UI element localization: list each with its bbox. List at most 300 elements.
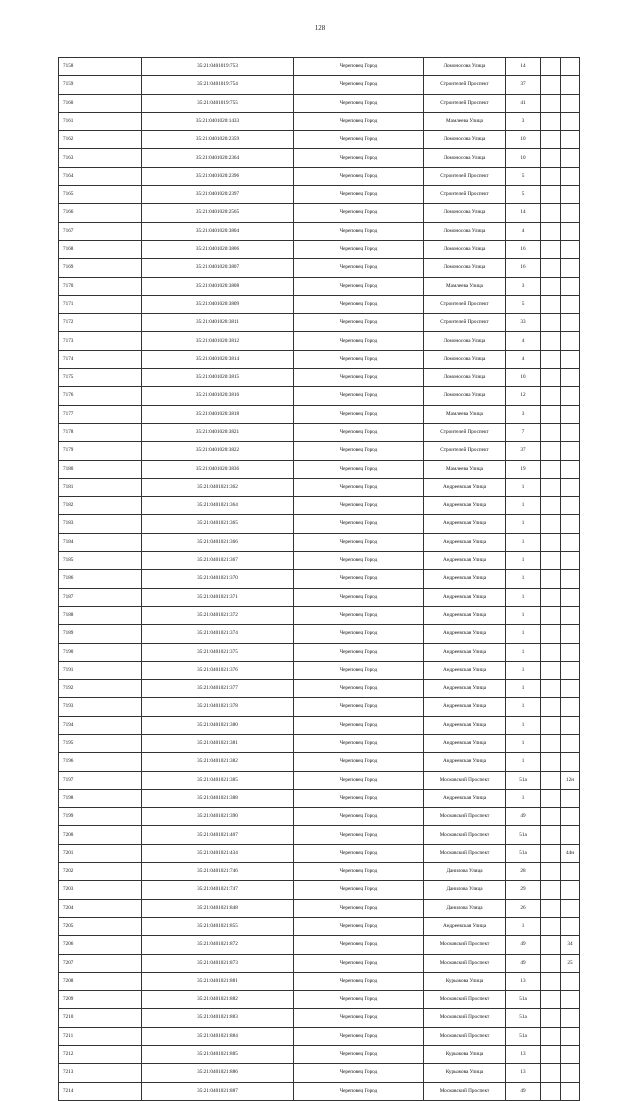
building-cell xyxy=(541,954,561,972)
table-row xyxy=(59,954,580,972)
city-cell: Череповец Город xyxy=(294,991,424,1009)
table-row xyxy=(59,716,580,734)
row-number-cell: 7184 xyxy=(59,533,142,551)
row-number-cell: 7189 xyxy=(59,625,142,643)
cadastral-number-cell: 35:21:0401021:385 xyxy=(142,771,294,789)
cadastral-number-cell: 35:21:0401021:378 xyxy=(142,698,294,716)
building-cell xyxy=(541,167,561,185)
house-cell: 3 xyxy=(506,112,541,130)
property-registry-table xyxy=(58,57,580,1101)
cadastral-number-cell: 35:21:0401021:365 xyxy=(142,515,294,533)
cadastral-number-cell: 35:21:0401021:407 xyxy=(142,826,294,844)
table-row xyxy=(59,460,580,478)
street-cell: Ломоносова Улица xyxy=(424,149,506,167)
premises-cell: 12н xyxy=(561,771,580,789)
table-row xyxy=(59,186,580,204)
city-cell: Череповец Город xyxy=(294,771,424,789)
premises-cell xyxy=(561,753,580,771)
row-number-cell: 7190 xyxy=(59,643,142,661)
street-cell: Андреевская Улица xyxy=(424,680,506,698)
building-cell xyxy=(541,643,561,661)
house-cell: 51а xyxy=(506,991,541,1009)
cadastral-number-cell: 35:21:0401021:882 xyxy=(142,991,294,1009)
row-number-cell: 7193 xyxy=(59,698,142,716)
cadastral-number-cell: 35:21:0401020:2397 xyxy=(142,186,294,204)
house-cell: 1 xyxy=(506,789,541,807)
building-cell xyxy=(541,734,561,752)
cadastral-number-cell: 35:21:0401021:376 xyxy=(142,661,294,679)
house-cell: 3 xyxy=(506,277,541,295)
street-cell: Ломоносова Улица xyxy=(424,58,506,76)
premises-cell xyxy=(561,863,580,881)
city-cell: Череповец Город xyxy=(294,753,424,771)
cadastral-number-cell: 35:21:0401020:2364 xyxy=(142,149,294,167)
premises-cell xyxy=(561,698,580,716)
table-row xyxy=(59,58,580,76)
premises-cell xyxy=(561,369,580,387)
table-row xyxy=(59,570,580,588)
house-cell: 14 xyxy=(506,204,541,222)
row-number-cell: 7194 xyxy=(59,716,142,734)
row-number-cell: 7186 xyxy=(59,570,142,588)
building-cell xyxy=(541,606,561,624)
table-row xyxy=(59,771,580,789)
cadastral-number-cell: 35:21:0401021:374 xyxy=(142,625,294,643)
house-cell: 10 xyxy=(506,369,541,387)
building-cell xyxy=(541,808,561,826)
street-cell: Андреевская Улица xyxy=(424,588,506,606)
cadastral-number-cell: 35:21:0401020:1433 xyxy=(142,112,294,130)
cadastral-number-cell: 35:21:0401021:855 xyxy=(142,917,294,935)
city-cell: Череповец Город xyxy=(294,826,424,844)
row-number-cell: 7171 xyxy=(59,295,142,313)
table-row xyxy=(59,625,580,643)
house-cell: 51а xyxy=(506,844,541,862)
city-cell: Череповец Город xyxy=(294,423,424,441)
house-cell: 51а xyxy=(506,1027,541,1045)
table-row xyxy=(59,423,580,441)
building-cell xyxy=(541,863,561,881)
house-cell: 1 xyxy=(506,570,541,588)
house-cell: 1 xyxy=(506,515,541,533)
city-cell: Череповец Город xyxy=(294,167,424,185)
street-cell: Мамлеева Улица xyxy=(424,405,506,423)
premises-cell xyxy=(561,149,580,167)
house-cell: 51а xyxy=(506,1009,541,1027)
building-cell xyxy=(541,350,561,368)
city-cell: Череповец Город xyxy=(294,881,424,899)
street-cell: Андреевская Улица xyxy=(424,606,506,624)
cadastral-number-cell: 35:21:0401020:3812 xyxy=(142,332,294,350)
city-cell: Череповец Город xyxy=(294,295,424,313)
street-cell: Андреевская Улица xyxy=(424,753,506,771)
row-number-cell: 7206 xyxy=(59,936,142,954)
house-cell: 37 xyxy=(506,442,541,460)
premises-cell xyxy=(561,259,580,277)
house-cell: 33 xyxy=(506,314,541,332)
street-cell: Московский Проспект xyxy=(424,954,506,972)
street-cell: Андреевская Улица xyxy=(424,515,506,533)
premises-cell xyxy=(561,899,580,917)
table-row xyxy=(59,277,580,295)
house-cell: 28 xyxy=(506,863,541,881)
street-cell: Строителей Проспект xyxy=(424,442,506,460)
house-cell: 49 xyxy=(506,1082,541,1100)
city-cell: Череповец Город xyxy=(294,680,424,698)
premises-cell xyxy=(561,789,580,807)
cadastral-number-cell: 35:21:0401020:3807 xyxy=(142,259,294,277)
row-number-cell: 7160 xyxy=(59,94,142,112)
table-row xyxy=(59,350,580,368)
building-cell xyxy=(541,460,561,478)
city-cell: Череповец Город xyxy=(294,789,424,807)
city-cell: Череповец Город xyxy=(294,954,424,972)
premises-cell xyxy=(561,295,580,313)
row-number-cell: 7212 xyxy=(59,1046,142,1064)
building-cell xyxy=(541,186,561,204)
premises-cell xyxy=(561,222,580,240)
cadastral-number-cell: 35:21:0401020:3821 xyxy=(142,423,294,441)
premises-cell xyxy=(561,734,580,752)
building-cell xyxy=(541,991,561,1009)
row-number-cell: 7164 xyxy=(59,167,142,185)
building-cell xyxy=(541,570,561,588)
house-cell: 4 xyxy=(506,332,541,350)
table-row xyxy=(59,1046,580,1064)
city-cell: Череповец Город xyxy=(294,222,424,240)
house-cell: 14 xyxy=(506,58,541,76)
table-row xyxy=(59,734,580,752)
row-number-cell: 7180 xyxy=(59,460,142,478)
table-row xyxy=(59,808,580,826)
table-body xyxy=(59,58,580,1101)
cadastral-number-cell: 35:21:0401021:382 xyxy=(142,753,294,771)
building-cell xyxy=(541,442,561,460)
city-cell: Череповец Город xyxy=(294,478,424,496)
city-cell: Череповец Город xyxy=(294,1009,424,1027)
table-row xyxy=(59,515,580,533)
premises-cell xyxy=(561,991,580,1009)
city-cell: Череповец Город xyxy=(294,936,424,954)
building-cell xyxy=(541,478,561,496)
table-row xyxy=(59,826,580,844)
street-cell: Ломоносова Улица xyxy=(424,387,506,405)
cadastral-number-cell: 35:21:0401020:3809 xyxy=(142,295,294,313)
house-cell: 1 xyxy=(506,497,541,515)
cadastral-number-cell: 35:21:0401021:884 xyxy=(142,1027,294,1045)
building-cell xyxy=(541,515,561,533)
row-number-cell: 7175 xyxy=(59,369,142,387)
row-number-cell: 7163 xyxy=(59,149,142,167)
house-cell: 4 xyxy=(506,350,541,368)
building-cell xyxy=(541,533,561,551)
building-cell xyxy=(541,552,561,570)
house-cell: 1 xyxy=(506,716,541,734)
table-row xyxy=(59,131,580,149)
city-cell: Череповец Город xyxy=(294,661,424,679)
table-row xyxy=(59,661,580,679)
street-cell: Ломоносова Улица xyxy=(424,204,506,222)
table-row xyxy=(59,76,580,94)
row-number-cell: 7201 xyxy=(59,844,142,862)
city-cell: Череповец Город xyxy=(294,1064,424,1082)
city-cell: Череповец Город xyxy=(294,606,424,624)
house-cell: 16 xyxy=(506,259,541,277)
cadastral-number-cell: 35:21:0401020:3836 xyxy=(142,460,294,478)
table-row xyxy=(59,387,580,405)
city-cell: Череповец Город xyxy=(294,112,424,130)
building-cell xyxy=(541,588,561,606)
premises-cell xyxy=(561,423,580,441)
house-cell: 1 xyxy=(506,625,541,643)
house-cell: 5 xyxy=(506,186,541,204)
row-number-cell: 7169 xyxy=(59,259,142,277)
street-cell: Ломоносова Улица xyxy=(424,240,506,258)
street-cell: Андреевская Улица xyxy=(424,716,506,734)
table-row xyxy=(59,405,580,423)
building-cell xyxy=(541,789,561,807)
city-cell: Череповец Город xyxy=(294,497,424,515)
premises-cell xyxy=(561,58,580,76)
city-cell: Череповец Город xyxy=(294,734,424,752)
street-cell: Андреевская Улица xyxy=(424,789,506,807)
premises-cell xyxy=(561,680,580,698)
row-number-cell: 7182 xyxy=(59,497,142,515)
street-cell: Данилова Улица xyxy=(424,881,506,899)
building-cell xyxy=(541,314,561,332)
house-cell: 13 xyxy=(506,1046,541,1064)
building-cell xyxy=(541,936,561,954)
building-cell xyxy=(541,112,561,130)
building-cell xyxy=(541,826,561,844)
house-cell: 49 xyxy=(506,808,541,826)
cadastral-number-cell: 35:21:0401021:366 xyxy=(142,533,294,551)
street-cell: Московский Проспект xyxy=(424,936,506,954)
premises-cell xyxy=(561,661,580,679)
street-cell: Ломоносова Улица xyxy=(424,369,506,387)
city-cell: Череповец Город xyxy=(294,643,424,661)
building-cell xyxy=(541,76,561,94)
city-cell: Череповец Город xyxy=(294,186,424,204)
city-cell: Череповец Город xyxy=(294,369,424,387)
cadastral-number-cell: 35:21:0401021:881 xyxy=(142,972,294,990)
building-cell xyxy=(541,222,561,240)
street-cell: Данилова Улица xyxy=(424,899,506,917)
street-cell: Андреевская Улица xyxy=(424,497,506,515)
cadastral-number-cell: 35:21:0401021:367 xyxy=(142,552,294,570)
street-cell: Курыжова Улица xyxy=(424,1046,506,1064)
city-cell: Череповец Город xyxy=(294,1082,424,1100)
premises-cell xyxy=(561,204,580,222)
cadastral-number-cell: 35:21:0401021:380 xyxy=(142,716,294,734)
row-number-cell: 7214 xyxy=(59,1082,142,1100)
city-cell: Череповец Город xyxy=(294,204,424,222)
street-cell: Строителей Проспект xyxy=(424,186,506,204)
premises-cell xyxy=(561,1064,580,1082)
city-cell: Череповец Город xyxy=(294,808,424,826)
street-cell: Данилова Улица xyxy=(424,863,506,881)
cadastral-number-cell: 35:21:0401021:381 xyxy=(142,734,294,752)
cadastral-number-cell: 35:21:0401021:388 xyxy=(142,789,294,807)
house-cell: 37 xyxy=(506,76,541,94)
row-number-cell: 7174 xyxy=(59,350,142,368)
row-number-cell: 7209 xyxy=(59,991,142,1009)
house-cell: 51а xyxy=(506,771,541,789)
building-cell xyxy=(541,771,561,789)
premises-cell xyxy=(561,552,580,570)
street-cell: Андреевская Улица xyxy=(424,734,506,752)
building-cell xyxy=(541,917,561,935)
house-cell: 41 xyxy=(506,94,541,112)
building-cell xyxy=(541,716,561,734)
cadastral-number-cell: 35:21:0401021:848 xyxy=(142,899,294,917)
table-row xyxy=(59,972,580,990)
building-cell xyxy=(541,1009,561,1027)
table-row xyxy=(59,588,580,606)
street-cell: Строителей Проспект xyxy=(424,314,506,332)
row-number-cell: 7159 xyxy=(59,76,142,94)
row-number-cell: 7172 xyxy=(59,314,142,332)
house-cell: 4 xyxy=(506,222,541,240)
building-cell xyxy=(541,259,561,277)
street-cell: Мамлеева Улица xyxy=(424,277,506,295)
building-cell xyxy=(541,972,561,990)
premises-cell: 25 xyxy=(561,954,580,972)
row-number-cell: 7183 xyxy=(59,515,142,533)
premises-cell xyxy=(561,826,580,844)
cadastral-number-cell: 35:21:0401021:390 xyxy=(142,808,294,826)
building-cell xyxy=(541,94,561,112)
street-cell: Андреевская Улица xyxy=(424,625,506,643)
table-row xyxy=(59,863,580,881)
house-cell: 16 xyxy=(506,240,541,258)
city-cell: Череповец Город xyxy=(294,76,424,94)
building-cell xyxy=(541,1064,561,1082)
table-row xyxy=(59,369,580,387)
building-cell xyxy=(541,844,561,862)
building-cell xyxy=(541,1046,561,1064)
premises-cell xyxy=(561,917,580,935)
table-row xyxy=(59,533,580,551)
street-cell: Ломоносова Улица xyxy=(424,222,506,240)
street-cell: Строителей Проспект xyxy=(424,76,506,94)
building-cell xyxy=(541,698,561,716)
building-cell xyxy=(541,881,561,899)
city-cell: Череповец Город xyxy=(294,570,424,588)
premises-cell xyxy=(561,570,580,588)
row-number-cell: 7158 xyxy=(59,58,142,76)
table-row xyxy=(59,698,580,716)
building-cell xyxy=(541,1027,561,1045)
city-cell: Череповец Город xyxy=(294,625,424,643)
street-cell: Курыжова Улица xyxy=(424,1064,506,1082)
cadastral-number-cell: 35:21:0401021:375 xyxy=(142,643,294,661)
premises-cell xyxy=(561,277,580,295)
city-cell: Череповец Город xyxy=(294,1027,424,1045)
house-cell: 1 xyxy=(506,661,541,679)
row-number-cell: 7200 xyxy=(59,826,142,844)
cadastral-number-cell: 35:21:0401020:3815 xyxy=(142,369,294,387)
table-row xyxy=(59,1009,580,1027)
row-number-cell: 7168 xyxy=(59,240,142,258)
table-row xyxy=(59,936,580,954)
house-cell: 1 xyxy=(506,917,541,935)
cadastral-number-cell: 35:21:0401021:873 xyxy=(142,954,294,972)
row-number-cell: 7211 xyxy=(59,1027,142,1045)
row-number-cell: 7202 xyxy=(59,863,142,881)
table-row xyxy=(59,149,580,167)
row-number-cell: 7213 xyxy=(59,1064,142,1082)
row-number-cell: 7170 xyxy=(59,277,142,295)
street-cell: Строителей Проспект xyxy=(424,295,506,313)
building-cell xyxy=(541,332,561,350)
building-cell xyxy=(541,369,561,387)
street-cell: Андреевская Улица xyxy=(424,661,506,679)
table-row xyxy=(59,314,580,332)
premises-cell xyxy=(561,405,580,423)
row-number-cell: 7178 xyxy=(59,423,142,441)
street-cell: Ломоносова Улица xyxy=(424,332,506,350)
house-cell: 7 xyxy=(506,423,541,441)
cadastral-number-cell: 35:21:0401020:3816 xyxy=(142,387,294,405)
building-cell xyxy=(541,240,561,258)
street-cell: Ломоносова Улица xyxy=(424,259,506,277)
house-cell: 1 xyxy=(506,734,541,752)
house-cell: 51а xyxy=(506,826,541,844)
building-cell xyxy=(541,277,561,295)
city-cell: Череповец Город xyxy=(294,588,424,606)
premises-cell xyxy=(561,881,580,899)
street-cell: Курыжова Улица xyxy=(424,972,506,990)
house-cell: 29 xyxy=(506,881,541,899)
table-row xyxy=(59,606,580,624)
street-cell: Московский Проспект xyxy=(424,1009,506,1027)
street-cell: Строителей Проспект xyxy=(424,94,506,112)
row-number-cell: 7197 xyxy=(59,771,142,789)
street-cell: Строителей Проспект xyxy=(424,423,506,441)
cadastral-number-cell: 35:21:0401020:3804 xyxy=(142,222,294,240)
cadastral-number-cell: 35:21:0401020:2565 xyxy=(142,204,294,222)
premises-cell xyxy=(561,1046,580,1064)
row-number-cell: 7191 xyxy=(59,661,142,679)
premises-cell xyxy=(561,1082,580,1100)
table-row xyxy=(59,167,580,185)
row-number-cell: 7173 xyxy=(59,332,142,350)
cadastral-number-cell: 35:21:0401020:3808 xyxy=(142,277,294,295)
table-row xyxy=(59,94,580,112)
row-number-cell: 7176 xyxy=(59,387,142,405)
house-cell: 1 xyxy=(506,588,541,606)
cadastral-number-cell: 35:21:0401021:372 xyxy=(142,606,294,624)
row-number-cell: 7177 xyxy=(59,405,142,423)
row-number-cell: 7205 xyxy=(59,917,142,935)
house-cell: 1 xyxy=(506,552,541,570)
table-row xyxy=(59,442,580,460)
city-cell: Череповец Город xyxy=(294,240,424,258)
city-cell: Череповец Город xyxy=(294,277,424,295)
house-cell: 1 xyxy=(506,606,541,624)
building-cell xyxy=(541,423,561,441)
row-number-cell: 7181 xyxy=(59,478,142,496)
row-number-cell: 7208 xyxy=(59,972,142,990)
premises-cell xyxy=(561,533,580,551)
building-cell xyxy=(541,204,561,222)
building-cell xyxy=(541,387,561,405)
city-cell: Череповец Город xyxy=(294,442,424,460)
table-row xyxy=(59,552,580,570)
row-number-cell: 7162 xyxy=(59,131,142,149)
house-cell: 5 xyxy=(506,295,541,313)
